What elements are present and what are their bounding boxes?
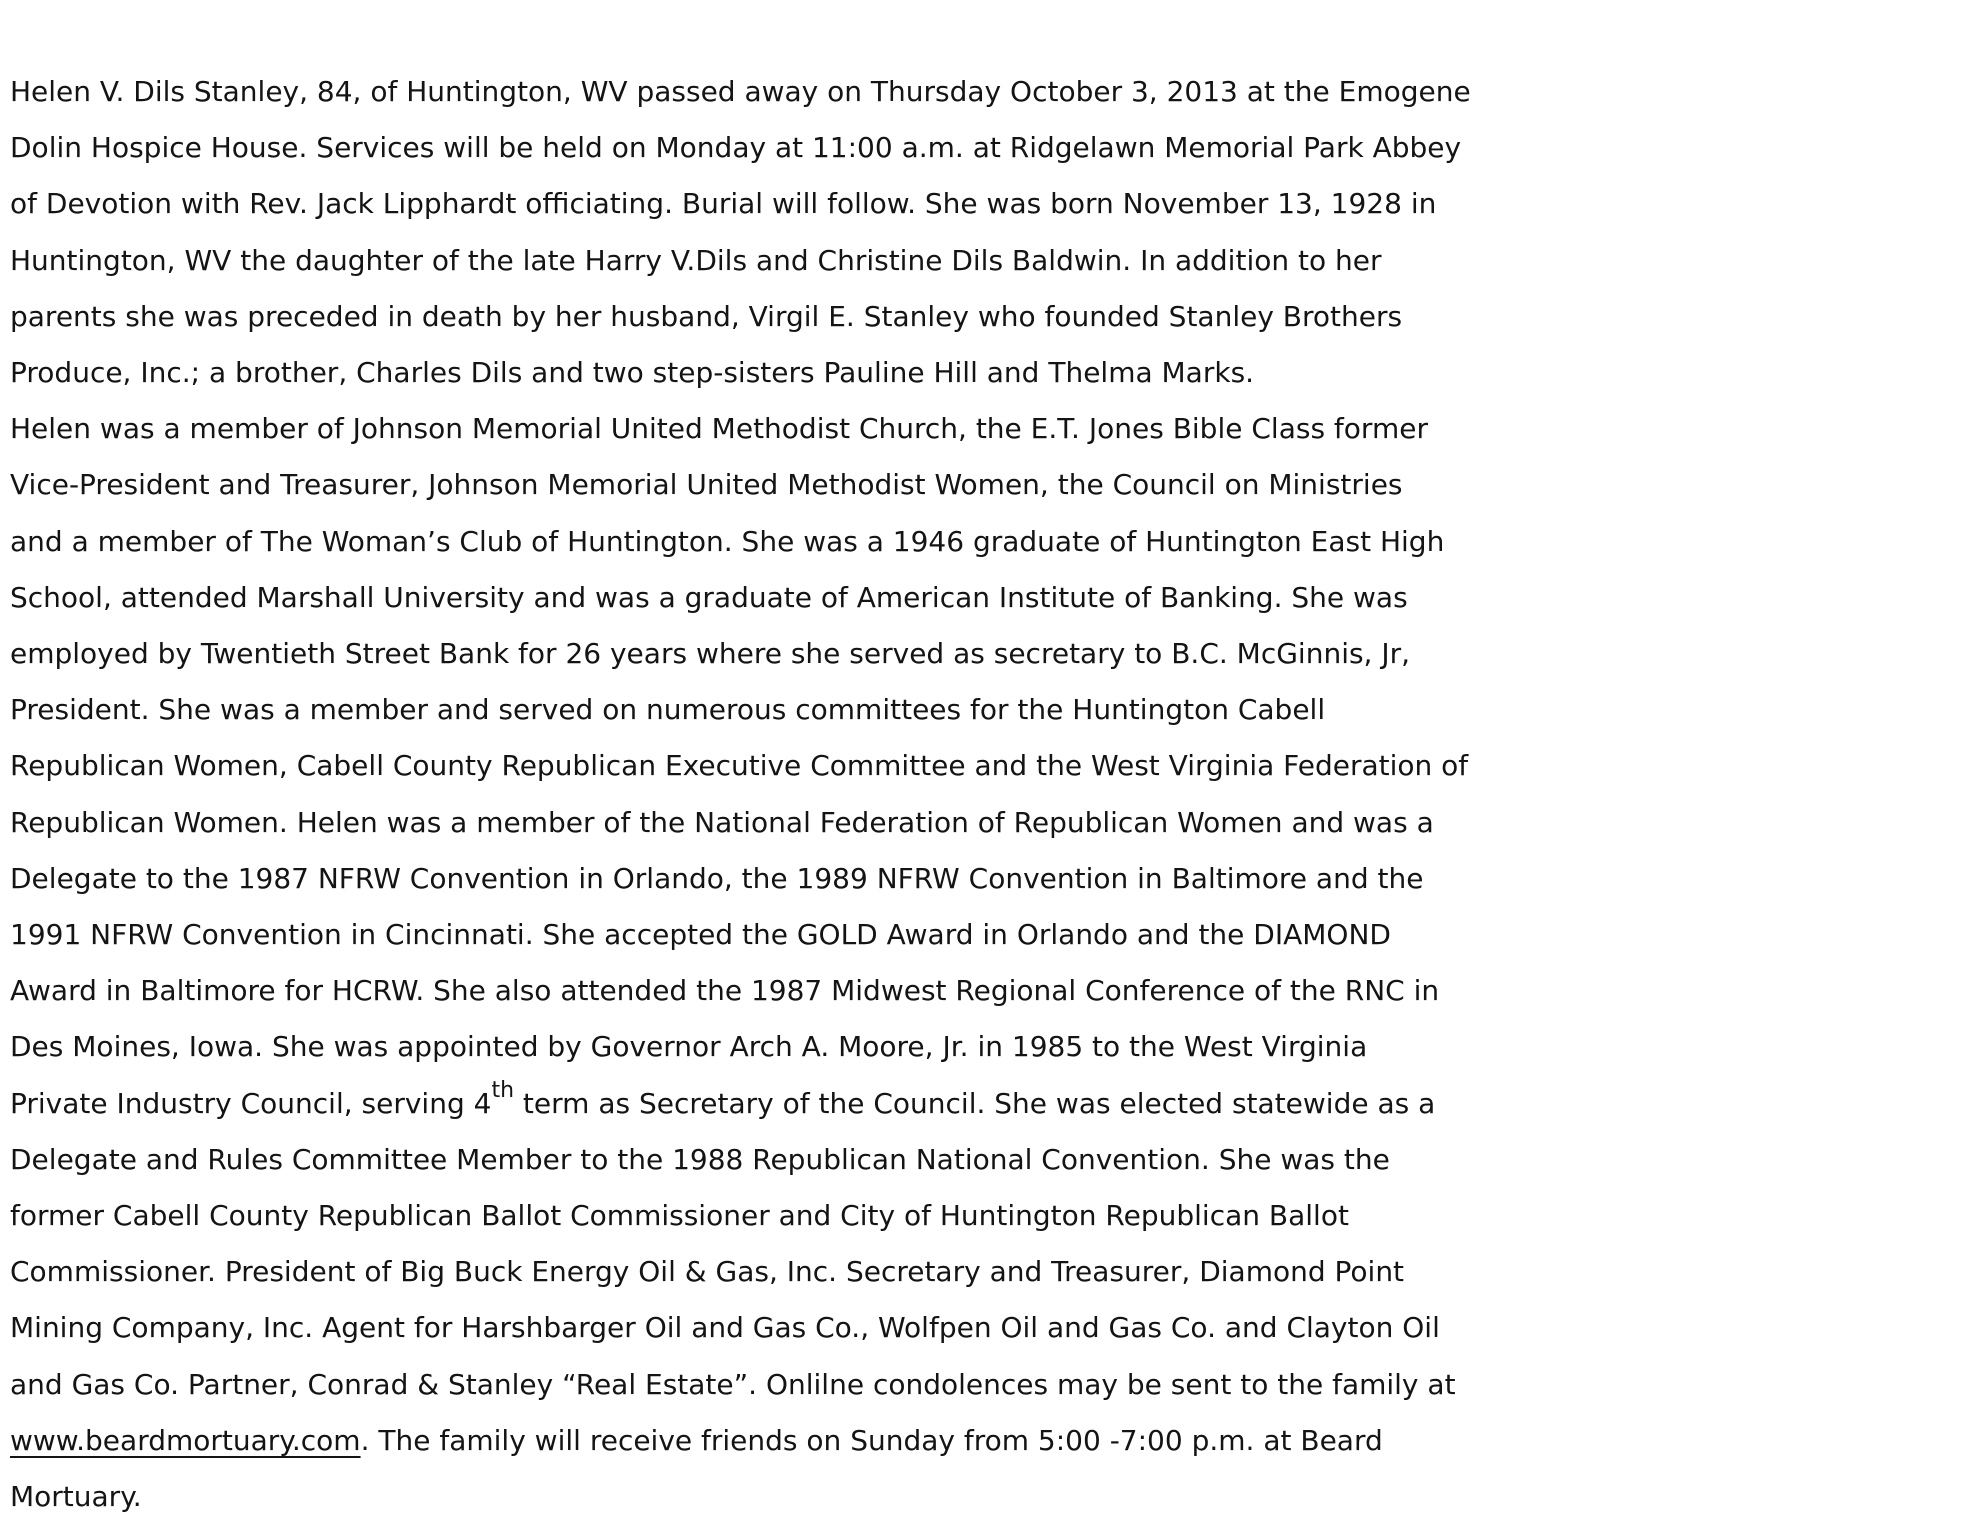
obituary-line-9: and a member of The Woman’s Club of Huntington. She was a 1946 graduate of Huntington East High	[10, 524, 1445, 558]
obituary-line-20: Delegate and Rules Committee Member to the 1988 Republican National Convention. She was the	[10, 1142, 1390, 1176]
obituary-line-22: Commissioner. President of Big Buck Energy Oil & Gas, Inc. Secretary and Treasurer, Diamond Point	[10, 1255, 1405, 1289]
obituary-line-25-end: . The family will receive friends on Sunday from 5:00 -7:00 p.m. at Beard	[360, 1423, 1383, 1457]
obituary-line-18: Des Moines, Iowa. She was appointed by Governor Arch A. Moore, Jr. in 1985 to the West Virginia	[10, 1030, 1368, 1064]
obituary-text	[10, 64, 1955, 1525]
obituary-line-19-end: term as Secretary of the Council. She was elected statewide as a	[514, 1086, 1436, 1120]
obituary-line-11: employed by Twentieth Street Bank for 26 years where she served as secretary to B.C. McGinnis, Jr,	[10, 637, 1411, 671]
obituary-line-13: Republican Women, Cabell County Republican Executive Committee and the West Virginia Federation of	[10, 749, 1469, 783]
obituary-line-12: President. She was a member and served on numerous committees for the Huntington Cabell	[10, 693, 1326, 727]
obituary-line-15: Delegate to the 1987 NFRW Convention in Orlando, the 1989 NFRW Convention in Baltimore and the	[10, 861, 1424, 895]
obituary-line-4: Huntington, WV the daughter of the late Harry V.Dils and Christine Dils Baldwin. In addition to her	[10, 243, 1382, 277]
obituary-line-8: Vice-President and Treasurer, Johnson Memorial United Methodist Women, the Council on Ministries	[10, 468, 1403, 502]
ordinal-suffix: th	[491, 1077, 515, 1103]
obituary-line-19-start: Private Industry Council, serving 4	[10, 1086, 492, 1120]
obituary-line-10: School, attended Marshall University and was a graduate of American Institute of Banking. She was	[10, 580, 1408, 614]
obituary-line-7: Helen was a member of Johnson Memorial United Methodist Church, the E.T. Jones Bible Class former	[10, 412, 1428, 446]
mortuary-website-link[interactable]: www.beardmortuary.com	[10, 1423, 361, 1457]
obituary-line-23: Mining Company, Inc. Agent for Harshbarger Oil and Gas Co., Wolfpen Oil and Gas Co. and Clayton Oil	[10, 1311, 1440, 1345]
obituary-line-14: Republican Women. Helen was a member of the National Federation of Republican Women and was a	[10, 805, 1434, 839]
obituary-line-19	[10, 1076, 1955, 1132]
obituary-line-1: Helen V. Dils Stanley, 84, of Huntington, WV passed away on Thursday October 3, 2013 at the Emogene	[10, 75, 1471, 108]
obituary-line-17: Award in Baltimore for HCRW. She also attended the 1987 Midwest Regional Conference of the RNC in	[10, 974, 1440, 1008]
obituary-line-2: Dolin Hospice House. Services will be held on Monday at 11:00 a.m. at Ridgelawn Memorial Park Abbey	[10, 131, 1462, 165]
obituary-line-26: Mortuary.	[10, 1480, 142, 1514]
obituary-line-16: 1991 NFRW Convention in Cincinnati. She accepted the GOLD Award in Orlando and the DIAMOND	[10, 918, 1391, 952]
obituary-line-3: of Devotion with Rev. Jack Lipphardt officiating. Burial will follow. She was born November 13, 1928 in	[10, 187, 1437, 221]
obituary-line-21: former Cabell County Republican Ballot Commissioner and City of Huntington Republican Ballot	[10, 1199, 1349, 1233]
obituary-line-25	[10, 1413, 1955, 1469]
obituary-line-5: parents she was preceded in death by her husband, Virgil E. Stanley who founded Stanley Brothers	[10, 299, 1403, 333]
obituary-line-6: Produce, Inc.; a brother, Charles Dils and two step-sisters Pauline Hill and Thelma Marks.	[10, 356, 1255, 390]
obituary-line-24: and Gas Co. Partner, Conrad & Stanley “Real Estate”. Onlilne condolences may be sent to the family at	[10, 1367, 1456, 1401]
